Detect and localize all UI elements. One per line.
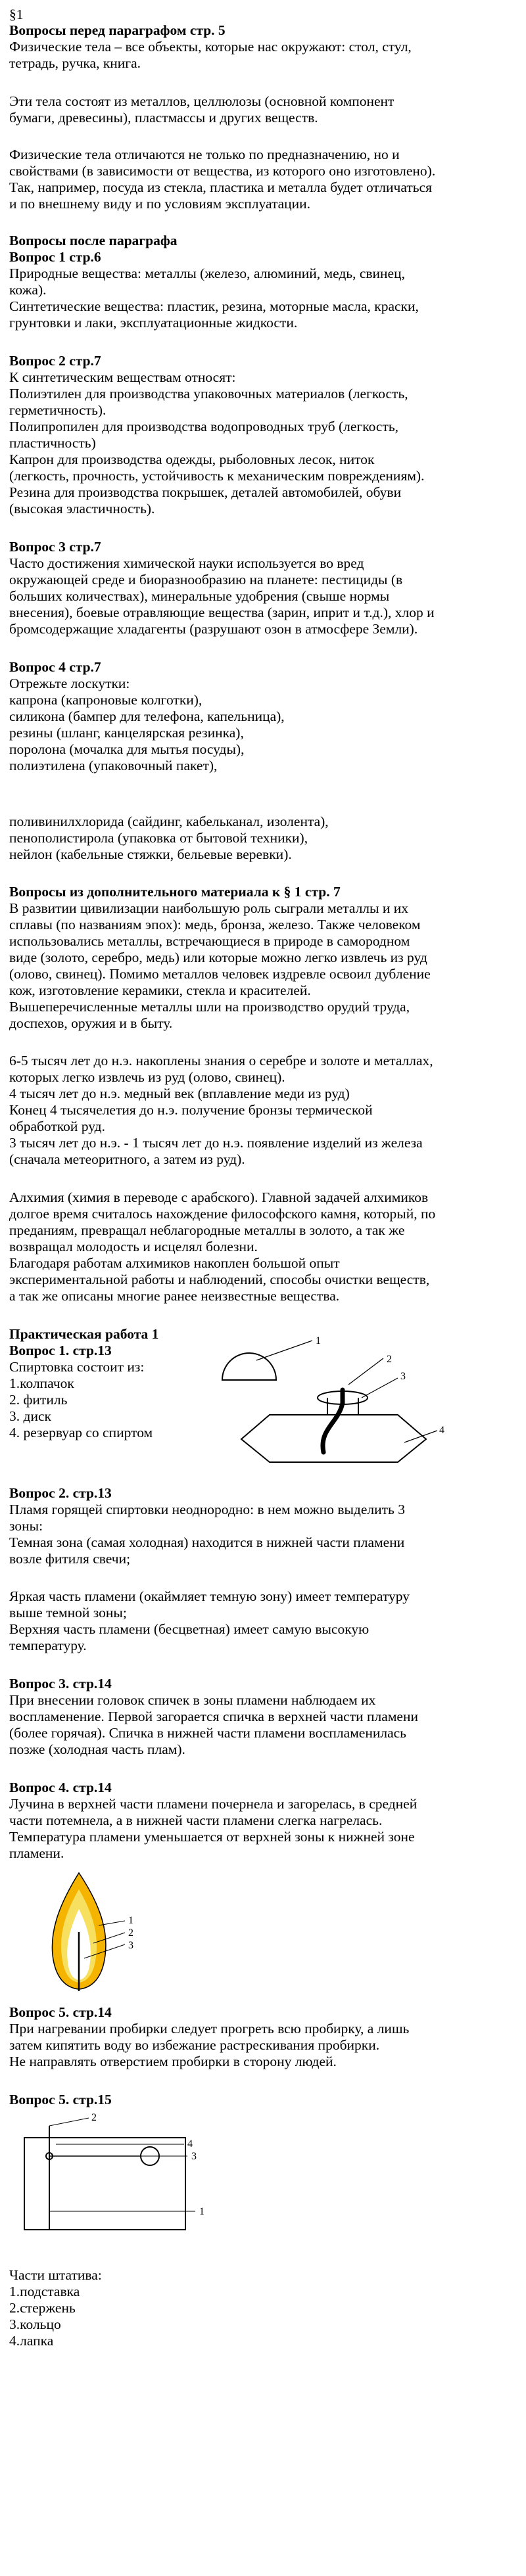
text-line: 3 тысяч лет до н.э. - 1 тысяч лет до н.э. появление изделий из железа bbox=[9, 1135, 423, 1151]
text-line: позже (холодная часть плам). bbox=[9, 1741, 185, 1757]
question-title: Вопрос 4. стр.14 bbox=[9, 1780, 112, 1795]
label-1: 1 bbox=[316, 1335, 321, 1346]
text-line: Полипропилен для производства водопроводных труб (легкость, bbox=[9, 419, 399, 434]
text-line: бромсодержащие хладагенты (разрушают озон в атмосфере Земли). bbox=[9, 621, 418, 637]
text-line: полиэтилена (упаковочный пакет), bbox=[9, 758, 218, 773]
text-line: свойствами (в зависимости от вещества, из которого оно изготовлено). bbox=[9, 163, 436, 179]
question-title: Вопрос 1 стр.6 bbox=[9, 249, 101, 265]
text-line: Части штатива: bbox=[9, 2267, 102, 2283]
text-line: 3. диск bbox=[9, 1408, 51, 1424]
text-line: доспехов, оружия и в быту. bbox=[9, 1015, 173, 1031]
text-line: тетрадь, ручка, книга. bbox=[9, 55, 141, 71]
text-line: пластичность) bbox=[9, 435, 96, 451]
text-line: Эти тела состоят из металлов, целлюлозы (основной компонент bbox=[9, 93, 394, 109]
text-line: Капрон для производства одежды, рыболовных лесок, ниток bbox=[9, 451, 375, 467]
text-line: больших количествах), минеральные удобрения (свыше нормы bbox=[9, 588, 390, 604]
text-line: Темная зона (самая холодная) находится в нижней части пламени bbox=[9, 1534, 405, 1550]
label-3: 3 bbox=[400, 1371, 406, 1382]
text-line: Природные вещества: металлы (железо, алюминий, медь, свинец, bbox=[9, 265, 405, 281]
text-line: Так, например, посуда из стекла, пластика и металла будет отличаться bbox=[9, 179, 432, 195]
text-line: 1.подставка bbox=[9, 2284, 80, 2299]
text-line: кож, изготовление керамики, стекла и красителей. bbox=[9, 982, 311, 998]
text-line: (сначала метеоритного, а затем из руд). bbox=[9, 1151, 245, 1167]
question-title: Вопрос 3. стр.14 bbox=[9, 1676, 112, 1691]
text-line: При нагревании пробирки следует прогреть всю пробирку, а лишь bbox=[9, 2021, 410, 2036]
stand-label-4: 4 bbox=[187, 2138, 193, 2150]
text-line: Вышеперечисленные металлы шли на производство орудий труда, bbox=[9, 999, 410, 1015]
flame-diagram bbox=[33, 1870, 178, 1991]
text-line: выше темной зоны; bbox=[9, 1605, 127, 1621]
stand-label-2: 2 bbox=[91, 2112, 97, 2123]
text-line: поролона (мочалка для мытья посуды), bbox=[9, 741, 245, 757]
text-line: 4.лапка bbox=[9, 2333, 54, 2349]
text-line: Физические тела – все объекты, которые нас окружают: стол, стул, bbox=[9, 39, 412, 55]
text-line: пенополистирола (упаковка от бытовой техники), bbox=[9, 830, 308, 846]
text-line: Пламя горящей спиртовки неоднородно: в нем можно выделить 3 bbox=[9, 1502, 405, 1517]
spirit-lamp-diagram bbox=[217, 1337, 467, 1469]
text-line: экспериментальной работы и наблюдений, способы очистки веществ, bbox=[9, 1272, 430, 1287]
text-line: Алхимия (химия в переводе с арабского). Главной задачей алхимиков bbox=[9, 1189, 429, 1205]
text-line: При внесении головок спичек в зоны пламени наблюдаем их bbox=[9, 1692, 376, 1708]
text-line: Температура пламени уменьшается от верхней зоны к нижней зоне bbox=[9, 1829, 415, 1845]
text-line: затем кипятить воду во избежание растрескивания пробирки. bbox=[9, 2037, 380, 2053]
text-line: капрона (капроновые колготки), bbox=[9, 692, 203, 708]
text-line: Резина для производства покрышек, деталей автомобилей, обуви bbox=[9, 484, 402, 500]
text-line: части потемнела, а в нижней части пламени слегка нагрелась. bbox=[9, 1812, 383, 1828]
text-line: использовались металлы, встречающиеся в природе в самородном bbox=[9, 933, 410, 949]
question-title: Вопрос 5. стр.14 bbox=[9, 2004, 112, 2020]
text-line: Спиртовка состоит из: bbox=[9, 1359, 145, 1375]
text-line: долгое время считалось нахождение философского камня, который, по bbox=[9, 1206, 436, 1222]
text-line: К синтетическим веществам относят: bbox=[9, 369, 236, 385]
text-line: которых легко извлечь из руд (олово, свинец). bbox=[9, 1069, 285, 1085]
text-line: Физические тела отличаются не только по предназначению, но и bbox=[9, 147, 400, 162]
text-line: сплавы (по названиям эпох): медь, бронза, железо. Также человеком bbox=[9, 917, 421, 932]
text-line: поливинилхлорида (сайдинг, кабельканал, изолента), bbox=[9, 814, 329, 829]
text-line: Отрежьте лоскутки: bbox=[9, 676, 130, 691]
stand-label-1: 1 bbox=[199, 2206, 204, 2217]
question-title: Вопрос 2 стр.7 bbox=[9, 353, 101, 369]
text-line: (легкость, прочность, устойчивость к механическим повреждениям). bbox=[9, 468, 425, 484]
text-line: 6-5 тысяч лет до н.э. накоплены знания о серебре и золоте и металлах, bbox=[9, 1053, 433, 1069]
text-line: 2. фитиль bbox=[9, 1392, 68, 1408]
text-line: Лучина в верхней части пламени почернела и загорелась, в средней bbox=[9, 1796, 418, 1812]
text-line: 4. резервуар со спиртом bbox=[9, 1425, 153, 1440]
text-line: нейлон (кабельные стяжки, бельевые веревки). bbox=[9, 846, 292, 862]
text-line: резины (шланг, канцелярская резинка), bbox=[9, 725, 244, 741]
text-line: преданиям, превращал неблагородные металлы в золото, а так же bbox=[9, 1222, 405, 1238]
question-title: Вопрос 1. стр.13 bbox=[9, 1343, 112, 1358]
text-line: (олово, свинец). Помимо металлов человек издревле освоил дубление bbox=[9, 966, 431, 982]
text-line: внесения), боевые отравляющие вещества (зарин, иприт и т.д.), хлор и bbox=[9, 605, 435, 620]
heading-after: Вопросы после параграфа bbox=[9, 233, 178, 248]
text-line: Полиэтилен для производства упаковочных материалов (легкость, bbox=[9, 386, 408, 402]
text-line: температуру. bbox=[9, 1638, 87, 1653]
question-title: Вопрос 5. стр.15 bbox=[9, 2092, 112, 2107]
text-line: Синтетические вещества: пластик, резина, моторные масла, краски, bbox=[9, 298, 419, 314]
heading-practical: Практическая работа 1 bbox=[9, 1326, 159, 1342]
text-line: пламени. bbox=[9, 1845, 64, 1861]
text-line: силикона (бампер для телефона, капельница), bbox=[9, 708, 285, 724]
stand-base bbox=[24, 2138, 185, 2230]
text-line: Яркая часть пламени (окаймляет темную зону) имеет температуру bbox=[9, 1588, 410, 1604]
question-title: Вопрос 4 стр.7 bbox=[9, 659, 101, 675]
heading-before: Вопросы перед параграфом стр. 5 bbox=[9, 22, 226, 38]
text-line: (более горячая). Спичка в нижней части пламени воспламенилась bbox=[9, 1725, 406, 1741]
text-line: воспламенение. Первой загорается спичка в верхней части пламени bbox=[9, 1709, 418, 1724]
question-title: Вопрос 2. стр.13 bbox=[9, 1485, 112, 1501]
label-4: 4 bbox=[439, 1425, 444, 1436]
text-line: 2.стержень bbox=[9, 2300, 76, 2316]
text-line: 3.кольцо bbox=[9, 2316, 61, 2332]
text-line: герметичность). bbox=[9, 402, 107, 418]
lab-stand-diagram bbox=[23, 2113, 233, 2241]
text-line: Благодаря работам алхимиков накоплен большой опыт bbox=[9, 1255, 340, 1271]
text-line: Не направлять отверстием пробирки в сторону людей. bbox=[9, 2054, 337, 2069]
cap-shape bbox=[222, 1353, 276, 1380]
text-line: окружающей среде и биоразнообразию на планете: пестициды (в bbox=[9, 572, 403, 587]
text-line: возле фитиля свечи; bbox=[9, 1551, 131, 1567]
text-line: обработкой руд. bbox=[9, 1118, 105, 1134]
text-line: 1.колпачок bbox=[9, 1375, 74, 1391]
stand-label-3: 3 bbox=[191, 2151, 197, 2162]
label-2: 2 bbox=[387, 1354, 392, 1365]
text-line: (высокая эластичность). bbox=[9, 501, 155, 517]
text-line: и по внешнему виду и по условиям эксплуатации. bbox=[9, 196, 311, 212]
text-line: бумаги, древесины), пластмассы и других веществ. bbox=[9, 110, 318, 126]
section-number: §1 bbox=[9, 7, 24, 22]
flame-label-1: 1 bbox=[128, 1915, 133, 1926]
text-line: виде (золото, серебро, медь) или которые можно легко извлечь из руд bbox=[9, 950, 427, 965]
text-line: кожа). bbox=[9, 282, 47, 298]
text-line: 4 тысяч лет до н.э. медный век (вплавление меди из руд) bbox=[9, 1086, 350, 1101]
text-line: Конец 4 тысячелетия до н.э. получение бронзы термической bbox=[9, 1102, 373, 1118]
text-line: возвращал молодость и исцелял болезни. bbox=[9, 1239, 258, 1254]
flame-label-3: 3 bbox=[128, 1940, 133, 1951]
text-line: Часто достижения химической науки используется во вред bbox=[9, 555, 364, 571]
question-title: Вопрос 3 стр.7 bbox=[9, 539, 101, 555]
text-line: В развитии цивилизации наибольшую роль сыграли металлы и их bbox=[9, 900, 408, 916]
text-line: грунтовки и лаки, эксплуатационные жидкости. bbox=[9, 315, 298, 331]
text-line: Верхняя часть пламени (бесцветная) имеет самую высокую bbox=[9, 1621, 370, 1637]
flame-label-2: 2 bbox=[128, 1927, 133, 1939]
heading-extra: Вопросы из дополнительного материала к § 1 стр. 7 bbox=[9, 884, 341, 900]
text-line: зоны: bbox=[9, 1518, 43, 1534]
wick-shape bbox=[323, 1390, 343, 1452]
text-line: а так же описаны многие ранее неизвестные вещества. bbox=[9, 1288, 340, 1304]
